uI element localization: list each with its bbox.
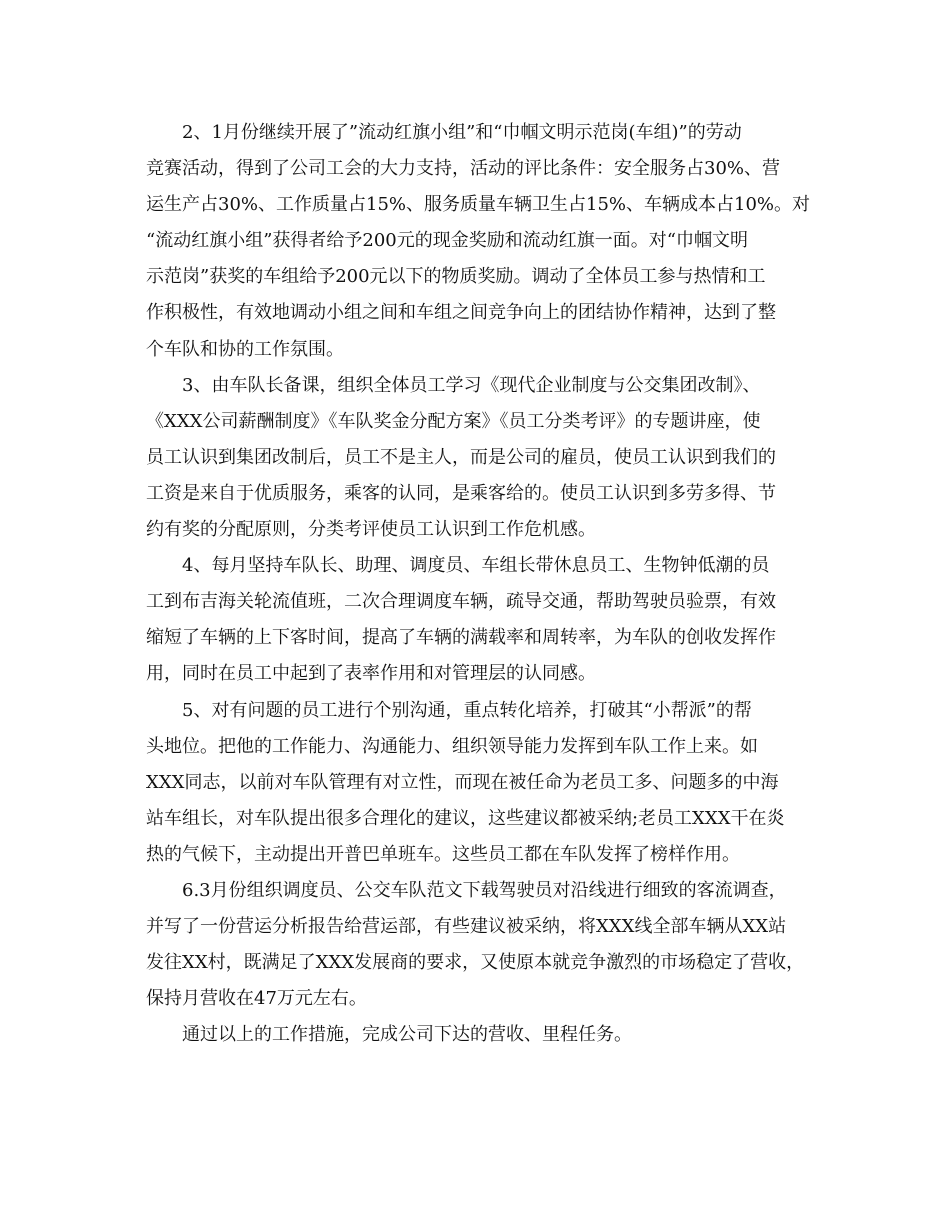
text-line: 工资是来自于优质服务，乘客的认同，是乘客给的。使员工认识到多劳多得、节 (146, 482, 776, 504)
paragraph-6 (146, 873, 816, 1017)
paragraph-4 (146, 548, 816, 692)
text-line: 作积极性，有效地调动小组之间和车组之间竞争向上的团结协作精神，达到了整 (146, 302, 776, 324)
text-line: 站车组长，对车队提出很多合理化的建议，这些建议都被采纳;老员工XXX干在炎 (146, 807, 785, 829)
text-line: 工到布吉海关轮流值班，二次合理调度车辆，疏导交通，帮助驾驶员验票，有效 (146, 591, 776, 613)
text-line: 约有奖的分配原则，分类考评使员工认识到工作危机感。 (146, 519, 596, 541)
text-line: 5、对有问题的员工进行个别沟通，重点转化培养，打破其“小帮派”的帮 (182, 699, 752, 721)
text-line: 热的气候下，主动提出开普巴单班车。这些员工都在车队发挥了榜样作用。 (146, 843, 740, 865)
text-line: 发往XX村，既满足了XXX发展商的要求，又使原本就竞争激烈的市场稳定了营收， (146, 952, 805, 974)
text-line: 通过以上的工作措施，完成公司下达的营收、里程任务。 (182, 1024, 632, 1046)
paragraph-5 (146, 693, 816, 873)
paragraph-2 (146, 115, 816, 368)
text-line: “流动红旗小组”获得者给予200元的现金奖励和流动红旗一面。对“巾帼文明 (146, 230, 748, 252)
text-line: 4、每月坚持车队长、助理、调度员、车组长带休息员工、生物钟低潮的员 (182, 555, 770, 577)
paragraph-summary (146, 1017, 816, 1053)
paragraph-3 (146, 368, 816, 548)
text-line: 示范岗”获奖的车组给予200元以下的物质奖励。调动了全体员工参与热情和工 (146, 266, 766, 288)
text-line: 缩短了车辆的上下客时间，提高了车辆的满载率和周转率，为车队的创收发挥作 (146, 627, 776, 649)
text-line: 个车队和协的工作氛围。 (146, 338, 344, 360)
text-line: XXX同志，以前对车队管理有对立性，而现在被任命为老员工多、问题多的中海 (146, 771, 779, 793)
text-line: 竞赛活动，得到了公司工会的大力支持，活动的评比条件：安全服务占30%、营 (146, 158, 781, 180)
document-body (146, 115, 816, 1053)
text-line: 员工认识到集团改制后，员工不是主人，而是公司的雇员，使员工认识到我们的 (146, 446, 776, 468)
text-line: 《XXX公司薪酬制度》《车队奖金分配方案》《员工分类考评》的专题讲座，使 (146, 410, 761, 432)
text-line: 保持月营收在47万元左右。 (146, 988, 367, 1010)
text-line: 3、由车队长备课，组织全体员工学习《现代企业制度与公交集团改制》、 (182, 374, 761, 396)
text-line: 6.3月份组织调度员、公交车队范文下载驾驶员对沿线进行细致的客流调查， (182, 879, 787, 901)
text-line: 头地位。把他的工作能力、沟通能力、组织领导能力发挥到车队工作上来。如 (146, 735, 758, 757)
text-line: 用，同时在员工中起到了表率作用和对管理层的认同感。 (146, 663, 596, 685)
text-line: 2、1月份继续开展了”流动红旗小组”和“巾帼文明示范岗(车组)”的劳动 (182, 122, 742, 143)
text-line: 并写了一份营运分析报告给营运部，有些建议被采纳，将XXX线全部车辆从XX站 (146, 916, 787, 938)
text-line: 运生产占30%、工作质量占15%、服务质量车辆卫生占15%、车辆成本占10%。对 (146, 194, 811, 216)
